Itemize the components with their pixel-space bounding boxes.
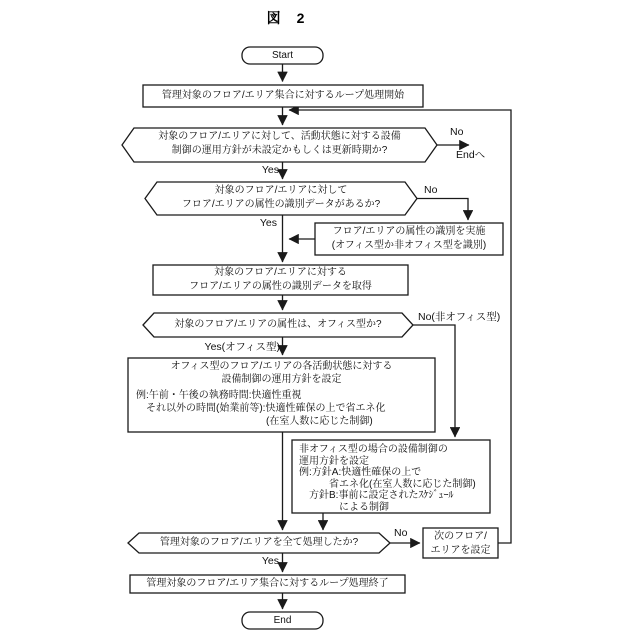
end-terminator-label: End xyxy=(273,615,292,626)
decision1-yes-label: Yes xyxy=(261,164,279,176)
loop-end-label: 管理対象のフロア/エリア集合に対するループ処理終了 xyxy=(146,578,389,589)
non-office-policy-label: 非オフィス型の場合の設備制御の 運用方針を設定 例:方針A:快適性確保の上で 省エネ化(在室人数に応じた制御) 方針B:事前に設定されたｽｹｼﾞｭｰﾙ による制御 xyxy=(299,444,476,513)
decision1-no-label: No xyxy=(450,126,464,138)
decision3-no-label: No(非オフィス型) xyxy=(418,311,501,323)
acquire-attr-data-label: 対象のフロア/エリアに対する フロア/エリアの属性の識別データを取得 xyxy=(189,267,372,292)
decision4-no-label: No xyxy=(394,527,408,539)
loop-start-label: 管理対象のフロア/エリア集合に対するループ処理開始 xyxy=(161,90,405,101)
office-policy-title: オフィス型のフロア/エリアの各活動状態に対する 設備制御の運用方針を設定 xyxy=(170,361,393,385)
start-terminator-label: Start xyxy=(271,50,294,61)
decision1-label: 対象のフロア/エリアに対して、活動状態に対する設備 制御の運用方針が未設定かもしくは更新時期か? xyxy=(158,131,401,156)
figure-title: 図 2 xyxy=(266,10,306,26)
decision1-no-destination-label: Endへ xyxy=(456,149,486,161)
decision3-label: 対象のフロア/エリアの属性は、オフィス型か? xyxy=(174,319,382,330)
decision4-yes-label: Yes xyxy=(261,555,279,567)
next-floor-label: 次のフロア/ エリアを設定 xyxy=(430,531,491,556)
edge-decision2-no-to-identify xyxy=(417,199,468,221)
identify-attr-label: フロア/エリアの属性の識別を実施 (オフィス型か非オフィス型を識別) xyxy=(331,226,487,251)
decision3-yes-label: Yes(オフィス型) xyxy=(204,341,280,353)
decision4-label: 管理対象のフロア/エリアを全て処理したか? xyxy=(159,537,359,548)
decision2-yes-label: Yes xyxy=(259,217,277,229)
decision2-label: 対象のフロア/エリアに対して フロア/エリアの属性の識別データがあるか? xyxy=(181,185,381,210)
decision2-no-label: No xyxy=(424,184,438,196)
office-policy-example: 例:午前・午後の執務時間:快適性重視 それ以外の時間(始業前等):快適性確保の上で省エネ化 (在室人数に応じた制御) xyxy=(136,390,386,427)
